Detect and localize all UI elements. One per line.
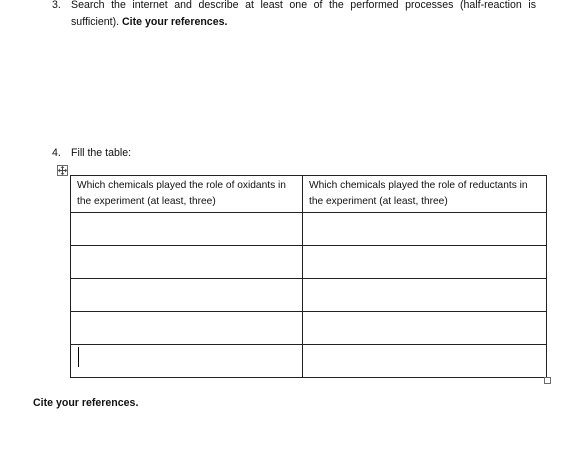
reductant-cell[interactable] [303,279,547,312]
text-cursor [78,347,79,367]
reductant-cell[interactable] [303,312,547,345]
move-cross-icon [58,166,67,175]
table-row [71,246,547,279]
table-row [71,345,547,378]
question-4-number: 4. [52,147,61,159]
question-3-number: 3. [52,0,61,11]
oxidants-reductants-table [70,175,547,378]
reductant-cell[interactable] [303,246,547,279]
table-move-handle-icon[interactable] [57,165,68,176]
oxidant-cell-active[interactable] [71,345,303,378]
reductant-cell[interactable] [303,213,547,246]
question-3-emphasis: Cite your references. [122,16,228,28]
question-3-text[interactable] [71,0,536,31]
oxidant-cell[interactable] [71,279,303,312]
reductant-cell[interactable] [303,345,547,378]
oxidant-cell[interactable] [71,246,303,279]
table-row [71,312,547,345]
table-header-row [71,176,547,213]
table-resize-handle-icon[interactable] [544,377,551,384]
question-4-text[interactable]: Fill the table: [71,147,132,159]
reductants-header-cell[interactable]: Which chemicals played the role of reductants in the experiment (at least, three) [303,176,547,213]
oxidant-cell[interactable] [71,312,303,345]
question-3-body: Search the internet and describe at least one of the performed processes (half-reaction is sufficient). [71,0,536,28]
question-3 [52,0,536,31]
oxidants-header-cell[interactable]: Which chemicals played the role of oxidants in the experiment (at least, three) [71,176,303,213]
table-row [71,279,547,312]
oxidant-cell[interactable] [71,213,303,246]
cite-references-label[interactable]: Cite your references. [33,397,139,409]
table-row [71,213,547,246]
